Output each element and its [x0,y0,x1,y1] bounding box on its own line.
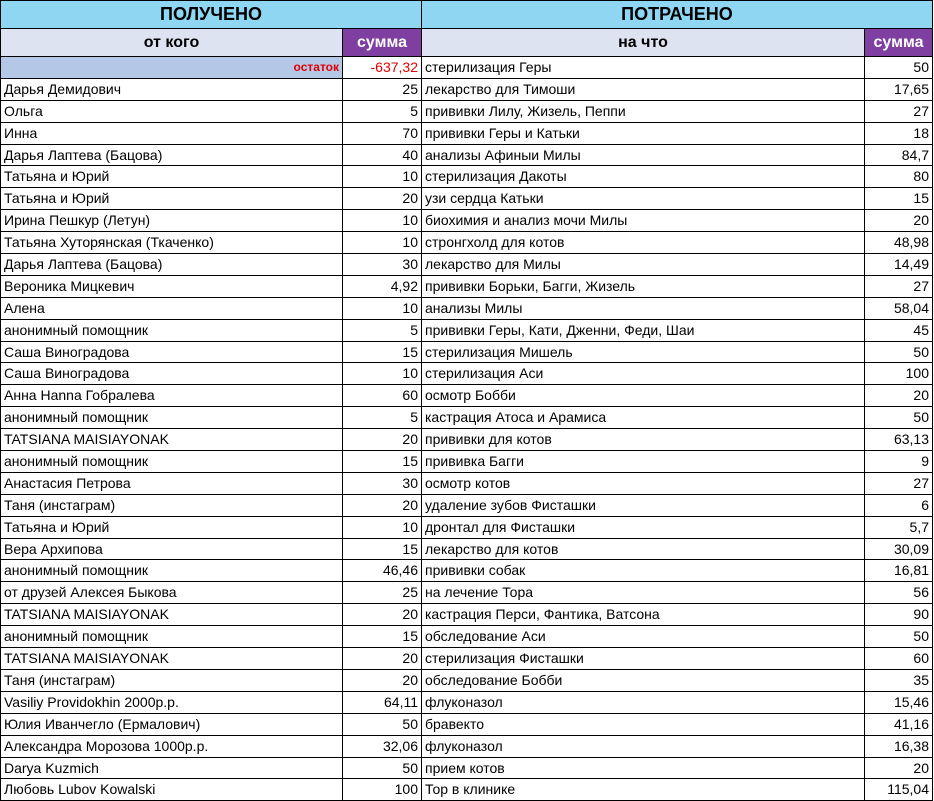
received-sum-cell[interactable]: 60 [343,385,422,407]
received-sum-cell[interactable]: 20 [343,188,422,210]
spent-sum-cell[interactable]: 20 [865,210,933,232]
received-from-cell[interactable]: Дарья Лаптева (Бацова) [1,145,343,167]
spent-sum-cell[interactable]: 48,98 [865,232,933,254]
spent-for-cell[interactable]: биохимия и анализ мочи Милы [422,210,865,232]
received-from-cell[interactable]: Darya Kuzmich [1,758,343,780]
spent-for-cell[interactable]: прививки собак [422,560,865,582]
received-from-cell[interactable]: анонимный помощник [1,626,343,648]
received-from-cell[interactable]: TATSIANA MAISIAYONAK [1,429,343,451]
received-from-cell[interactable]: Вероника Мицкевич [1,276,343,298]
spent-sum-cell[interactable]: 100 [865,363,933,385]
received-from-cell[interactable]: Анна Hanna Гобралева [1,385,343,407]
received-sum-cell[interactable]: 40 [343,145,422,167]
spent-for-cell[interactable]: стерилизация Дакоты [422,166,865,188]
spent-for-cell[interactable]: анализы Афиныи Милы [422,145,865,167]
received-sum-cell[interactable]: 25 [343,582,422,604]
received-sum-cell[interactable]: 4,92 [343,276,422,298]
spent-sum-cell[interactable]: 56 [865,582,933,604]
received-sum-cell[interactable]: 100 [343,779,422,801]
received-sum-cell[interactable]: 30 [343,254,422,276]
spent-for-cell[interactable]: прививки Геры, Кати, Дженни, Феди, Шаи [422,320,865,342]
spent-for-cell[interactable]: прививка Багги [422,451,865,473]
received-from-cell[interactable]: Дарья Демидович [1,79,343,101]
spent-for-cell[interactable]: лекарство для Тимоши [422,79,865,101]
spent-for-cell[interactable]: лекарство для Милы [422,254,865,276]
received-sum-cell[interactable]: 10 [343,232,422,254]
spent-for-cell[interactable]: кастрация Атоса и Арамиса [422,407,865,429]
received-sum-cell[interactable]: 20 [343,495,422,517]
spent-sum-cell[interactable]: 60 [865,648,933,670]
spent-sum-cell[interactable]: 20 [865,385,933,407]
received-sum-cell[interactable]: 20 [343,429,422,451]
spent-sum-cell[interactable]: 5,7 [865,517,933,539]
received-sum-cell[interactable]: 20 [343,648,422,670]
received-sum-cell[interactable]: 10 [343,166,422,188]
spent-sum-cell[interactable]: 17,65 [865,79,933,101]
received-sum-cell[interactable]: 5 [343,407,422,429]
received-from-cell[interactable]: Ирина Пешкур (Летун) [1,210,343,232]
spent-sum-cell[interactable]: 50 [865,626,933,648]
spent-sum-cell[interactable]: 27 [865,473,933,495]
spent-for-cell[interactable]: стерилизация Фисташки [422,648,865,670]
spent-sum-cell[interactable]: 41,16 [865,714,933,736]
received-sum-cell[interactable]: 70 [343,123,422,145]
received-title[interactable]: ПОЛУЧЕНО [1,1,422,29]
received-sum-cell[interactable]: 15 [343,626,422,648]
received-from-cell[interactable]: Юлия Иванчегло (Ермалович) [1,714,343,736]
spent-for-cell[interactable]: прививки Лилу, Жизель, Пеппи [422,101,865,123]
received-sum-cell[interactable]: 64,11 [343,692,422,714]
spent-for-cell[interactable]: лекарство для котов [422,539,865,561]
spent-for-cell[interactable]: прививки Геры и Катьки [422,123,865,145]
spent-for-cell[interactable]: стерилизация Мишель [422,342,865,364]
received-sum-cell[interactable]: 46,46 [343,560,422,582]
spent-sum-cell[interactable]: 16,81 [865,560,933,582]
received-from-cell[interactable]: Таня (инстаграм) [1,670,343,692]
spent-for-cell[interactable]: прием котов [422,758,865,780]
spent-for-cell[interactable]: дронтал для Фисташки [422,517,865,539]
received-from-cell[interactable]: Алена [1,298,343,320]
spent-sum-cell[interactable]: 27 [865,101,933,123]
spent-for-cell[interactable]: стронгхолд для котов [422,232,865,254]
received-from-cell[interactable]: Дарья Лаптева (Бацова) [1,254,343,276]
received-from-cell[interactable]: Инна [1,123,343,145]
received-from-cell[interactable]: анонимный помощник [1,451,343,473]
spent-title[interactable]: ПОТРАЧЕНО [422,1,933,29]
received-from-cell[interactable]: Саша Виноградова [1,342,343,364]
spent-sum-cell[interactable]: 9 [865,451,933,473]
received-from-cell[interactable]: Саша Виноградова [1,363,343,385]
received-from-cell[interactable]: Таня (инстаграм) [1,495,343,517]
received-sum-cell[interactable]: 20 [343,670,422,692]
spent-sum-cell[interactable]: 50 [865,342,933,364]
received-from-cell[interactable]: от друзей Алексея Быкова [1,582,343,604]
spent-sum-cell[interactable]: 63,13 [865,429,933,451]
received-sum-cell[interactable]: 15 [343,539,422,561]
spent-sum-cell[interactable]: 115,04 [865,779,933,801]
spent-sum-cell[interactable]: 6 [865,495,933,517]
received-sum-cell[interactable]: 10 [343,363,422,385]
spent-for-cell[interactable]: стерилизация Геры [422,57,865,79]
received-from-cell[interactable]: TATSIANA MAISIAYONAK [1,604,343,626]
received-sum-cell[interactable]: 10 [343,210,422,232]
spent-for-cell[interactable]: анализы Милы [422,298,865,320]
spent-sum-cell[interactable]: 18 [865,123,933,145]
spent-sum-cell[interactable]: 27 [865,276,933,298]
spent-sum-cell[interactable]: 15,46 [865,692,933,714]
received-sum-cell[interactable]: 30 [343,473,422,495]
received-sum-cell[interactable]: 5 [343,101,422,123]
received-sum-cell[interactable]: 50 [343,714,422,736]
received-sum-cell[interactable]: 5 [343,320,422,342]
received-from-cell[interactable]: анонимный помощник [1,320,343,342]
received-from-cell[interactable]: Любовь Lubov Kowalski [1,779,343,801]
spent-sum-cell[interactable]: 58,04 [865,298,933,320]
spent-sum-cell[interactable]: 15 [865,188,933,210]
spent-for-cell[interactable]: узи сердца Катьки [422,188,865,210]
spent-for-cell[interactable]: прививки Борьки, Багги, Жизель [422,276,865,298]
spent-for-cell[interactable]: Тор в клинике [422,779,865,801]
spent-for-cell[interactable]: кастрация Перси, Фантика, Ватсона [422,604,865,626]
spent-sum-cell[interactable]: 50 [865,407,933,429]
received-from-cell[interactable]: Vasiliy Providokhin 2000р.р. [1,692,343,714]
spent-for-cell[interactable]: флуконазол [422,736,865,758]
received-from-cell[interactable]: анонимный помощник [1,407,343,429]
received-from-header[interactable]: от кого [1,29,343,57]
received-from-cell[interactable]: Татьяна и Юрий [1,166,343,188]
spent-sum-cell[interactable]: 16,38 [865,736,933,758]
received-sum-cell[interactable]: 10 [343,517,422,539]
spent-sum-cell[interactable]: 80 [865,166,933,188]
received-from-cell[interactable]: Ольга [1,101,343,123]
spent-sum-cell[interactable]: 14,49 [865,254,933,276]
received-sum-cell[interactable]: 50 [343,758,422,780]
received-from-cell[interactable]: Татьяна Хуторянская (Ткаченко) [1,232,343,254]
spent-for-cell[interactable]: бравекто [422,714,865,736]
spent-sum-cell[interactable]: 20 [865,758,933,780]
received-from-cell[interactable]: Вера Архипова [1,539,343,561]
spent-sum-cell[interactable]: 90 [865,604,933,626]
balance-label[interactable]: остаток [1,57,343,79]
received-from-cell[interactable]: TATSIANA MAISIAYONAK [1,648,343,670]
balance-value[interactable]: -637,32 [343,57,422,79]
received-sum-cell[interactable]: 20 [343,604,422,626]
spent-for-cell[interactable]: удаление зубов Фисташки [422,495,865,517]
spent-for-cell[interactable]: осмотр котов [422,473,865,495]
spent-sum-cell[interactable]: 30,09 [865,539,933,561]
received-sum-cell[interactable]: 25 [343,79,422,101]
received-from-cell[interactable]: Александра Морозова 1000р.р. [1,736,343,758]
received-from-cell[interactable]: анонимный помощник [1,560,343,582]
received-from-cell[interactable]: Анастасия Петрова [1,473,343,495]
received-sum-cell[interactable]: 15 [343,342,422,364]
received-sum-cell[interactable]: 10 [343,298,422,320]
spent-for-header[interactable]: на что [422,29,865,57]
spent-for-cell[interactable]: стерилизация Аси [422,363,865,385]
received-sum-header[interactable]: сумма [343,29,422,57]
spent-for-cell[interactable]: на лечение Тора [422,582,865,604]
received-sum-cell[interactable]: 15 [343,451,422,473]
spent-for-cell[interactable]: обследование Бобби [422,670,865,692]
spent-sum-header[interactable]: сумма [865,29,933,57]
received-sum-cell[interactable]: 32,06 [343,736,422,758]
spent-for-cell[interactable]: обследование Аси [422,626,865,648]
received-from-cell[interactable]: Татьяна и Юрий [1,517,343,539]
spent-sum-cell[interactable]: 50 [865,57,933,79]
spent-for-cell[interactable]: флуконазол [422,692,865,714]
spent-sum-cell[interactable]: 84,7 [865,145,933,167]
spent-sum-cell[interactable]: 45 [865,320,933,342]
received-from-cell[interactable]: Татьяна и Юрий [1,188,343,210]
spent-sum-cell[interactable]: 35 [865,670,933,692]
spent-for-cell[interactable]: осмотр Бобби [422,385,865,407]
spent-for-cell[interactable]: прививки для котов [422,429,865,451]
